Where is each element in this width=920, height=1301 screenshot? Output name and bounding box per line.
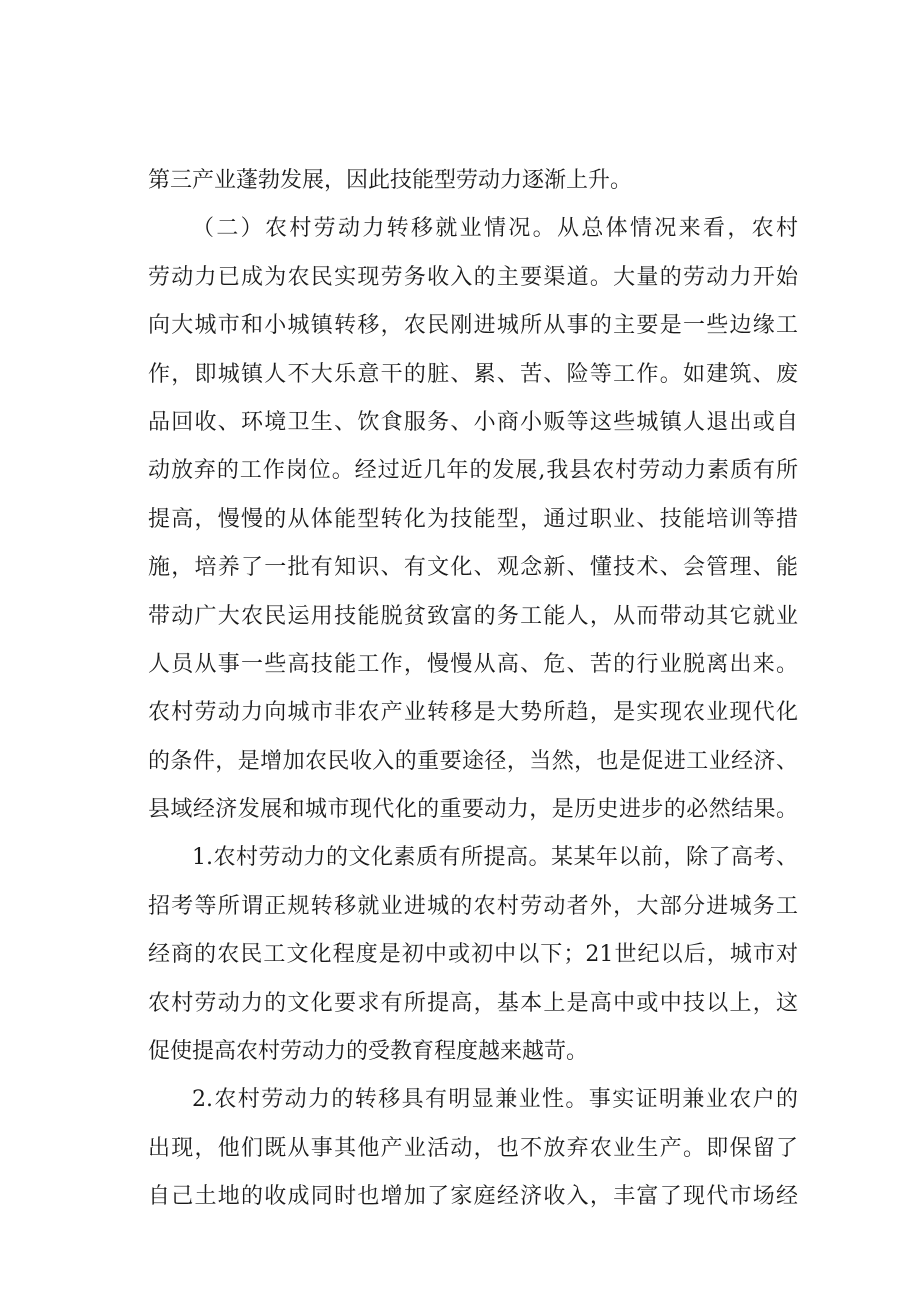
text-line: 作，即城镇人不大乐意干的脏、累、苦、险等工作。如建筑、废 bbox=[148, 361, 798, 387]
text-line: 带动广大农民运用技能脱贫致富的务工能人，从而带动其它就业 bbox=[148, 603, 798, 629]
text-line: 劳动力已成为农民实现劳务收入的主要渠道。大量的劳动力开始 bbox=[148, 264, 798, 290]
text-line: 人员从事一些高技能工作，慢慢从高、危、苦的行业脱离出来。 bbox=[148, 651, 798, 677]
text-line: 招考等所谓正规转移就业进城的农村劳动者外，大部分进城务工 bbox=[148, 893, 798, 919]
text-line: 促使提高农村劳动力的受教育程度越来越苛。 bbox=[148, 1039, 589, 1065]
text-line: 县域经济发展和城市现代化的重要动力，是历史进步的必然结果。 bbox=[148, 797, 798, 823]
numbered-point-line: 2.农村劳动力的转移具有明显兼业性。事实证明兼业农户的 bbox=[192, 1087, 798, 1113]
numbered-point-line: 1.农村劳动力的文化素质有所提高。某某年以前，除了高考、 bbox=[192, 845, 798, 871]
section-heading-line: （二）农村劳动力转移就业情况。从总体情况来看，农村 bbox=[192, 216, 798, 242]
text-line: 经商的农民工文化程度是初中或初中以下；21世纪以后，城市对 bbox=[148, 942, 798, 968]
document-body bbox=[148, 157, 798, 1222]
text-line: 向大城市和小城镇转移，农民刚进城所从事的主要是一些边缘工 bbox=[148, 313, 798, 339]
text-line: 出现，他们既从事其他产业活动，也不放弃农业生产。即保留了 bbox=[148, 1135, 798, 1161]
text-line: 提高，慢慢的从体能型转化为技能型，通过职业、技能培训等措 bbox=[148, 506, 798, 532]
text-line: 的条件，是增加农民收入的重要途径，当然，也是促进工业经济、 bbox=[148, 748, 798, 774]
text-line: 品回收、环境卫生、饮食服务、小商小贩等这些城镇人退出或自 bbox=[148, 409, 798, 435]
text-line: 第三产业蓬勃发展，因此技能型劳动力逐渐上升。 bbox=[148, 168, 633, 193]
text-line: 自己土地的收成同时也增加了家庭经济收入，丰富了现代市场经 bbox=[148, 1184, 798, 1210]
text-line: 农村劳动力的文化要求有所提高，基本上是高中或中技以上，这 bbox=[148, 990, 798, 1016]
text-line: 农村劳动力向城市非农产业转移是大势所趋，是实现农业现代化 bbox=[148, 700, 798, 726]
text-line: 动放弃的工作岗位。经过近几年的发展,我县农村劳动力素质有所 bbox=[148, 458, 798, 484]
text-line: 施，培养了一批有知识、有文化、观念新、懂技术、会管理、能 bbox=[148, 555, 798, 581]
